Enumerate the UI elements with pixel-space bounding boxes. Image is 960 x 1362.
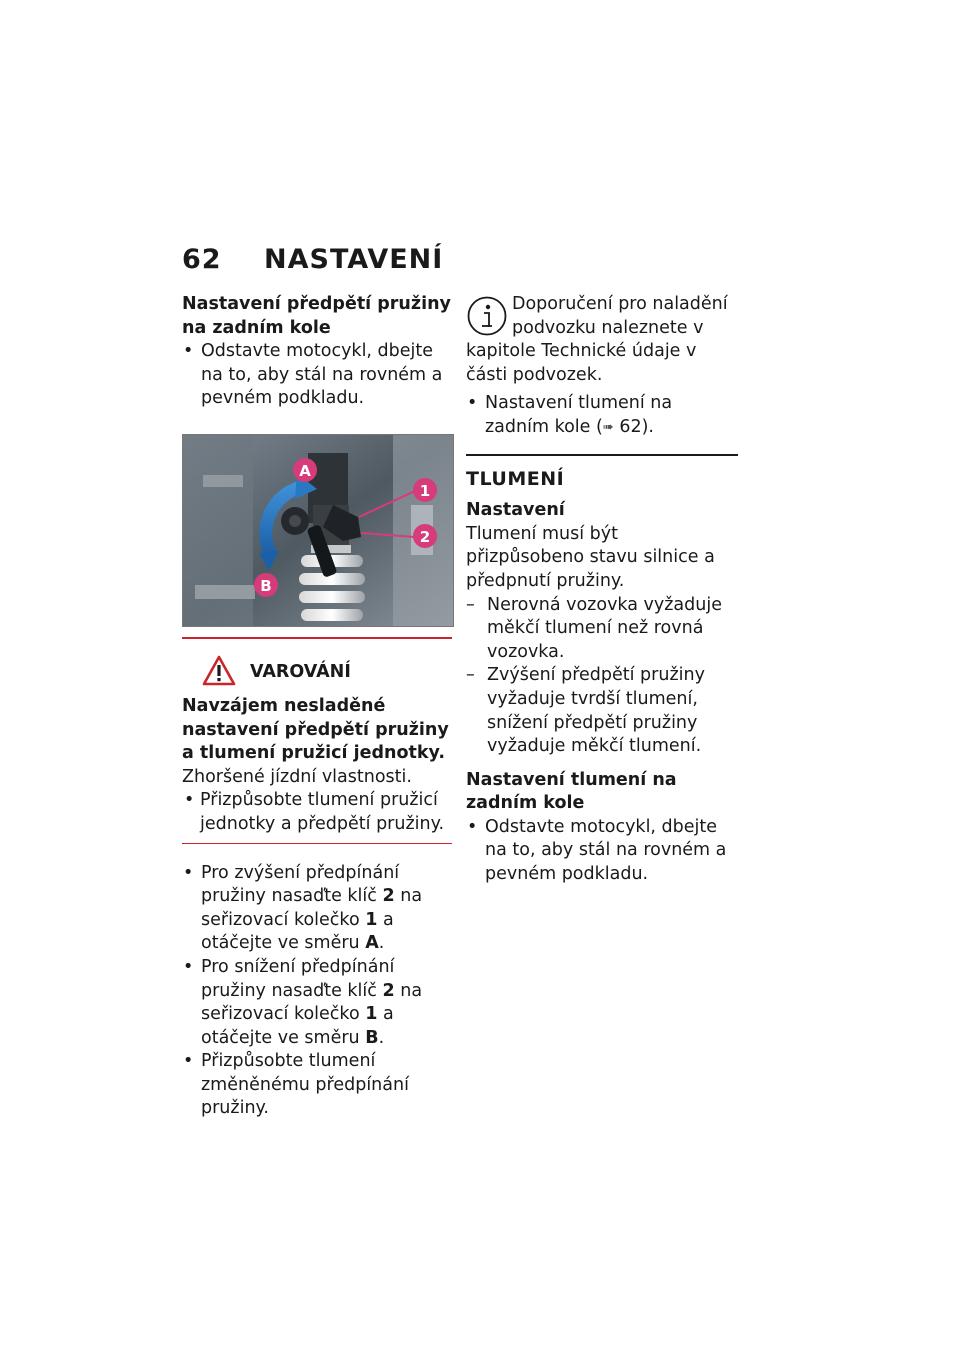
section-heading-preload: Nastavení předpětí pružiny na zadním kole (182, 294, 451, 338)
bullet-mark: • (183, 1051, 194, 1072)
step-text: Přizpůsobte tlumení změněnému předpínání pružiny. (201, 1051, 409, 1119)
section-heading-damping: Nastavení tlumení na zadním kole (466, 769, 677, 814)
warning-triangle-icon (202, 655, 236, 687)
step-park-motorcycle (466, 816, 738, 887)
step-text: na seřizovací kolečko (201, 980, 423, 1025)
damping-reference (466, 392, 738, 439)
info-icon (466, 295, 508, 337)
chapter-title: NASTAVENÍ (264, 244, 444, 275)
direction-ref: B (365, 1027, 379, 1048)
reference-page[interactable]: 62 (619, 416, 642, 437)
step-text: a otáčejte ve směru (201, 909, 394, 954)
figure-label-b: B (260, 576, 272, 595)
bullet-mark: • (467, 393, 478, 414)
page-number: 62 (182, 244, 222, 275)
dash-text: Zvýšení předpětí pružiny vyžaduje tvrdší tlumení, snížení předpětí pružiny vyžaduje měkčí tlumení. (487, 665, 705, 757)
step-decrease-preload: • Pro snížení předpínání pružiny nasaďte klíč 2 na seřizovací kolečko 1 a otáčejte ve směru B. (183, 956, 423, 1048)
dash-item (466, 664, 738, 758)
warning-body (182, 695, 452, 837)
dash-mark: – (466, 665, 475, 686)
damping-intro: Tlumení musí být přizpůsobeno stavu silnice a předpnutí pružiny. (466, 523, 715, 591)
warning-action (182, 789, 452, 836)
dash-item (466, 594, 738, 665)
warning-heading: Navzájem nesladěné nastavení předpětí pružiny a tlumení pružicí jednotky. (182, 695, 449, 764)
step-text: Pro snížení předpínání pružiny nasaďte klíč (201, 956, 395, 1001)
shock-absorber-illustration (183, 435, 453, 626)
shock-absorber-figure (182, 434, 454, 627)
step-park-motorcycle (182, 340, 452, 411)
reference-text: Nastavení tlumení na zadním kole ( (485, 393, 673, 437)
warning-end-rule (182, 843, 452, 844)
section-title-damping: TLUMENÍ (466, 467, 565, 490)
section-rule (466, 454, 738, 456)
info-line-1: Doporučení pro naladění (512, 294, 728, 314)
figure-label-1: 1 (419, 481, 431, 500)
step-text: Pro zvýšení předpínání pružiny nasaďte klíč (201, 862, 400, 907)
bullet-mark: • (183, 341, 194, 362)
warning-box (182, 637, 452, 852)
key-ref: 2 (382, 886, 395, 907)
reference-close: ). (641, 416, 654, 437)
step-increase-preload: • Pro zvýšení předpínání pružiny nasaďte klíč 2 na seřizovací kolečko 1 a otáčejte ve směru A. (183, 862, 423, 954)
bullet-mark: • (184, 790, 195, 811)
dash-mark: – (466, 594, 475, 615)
bullet-mark: • (183, 956, 194, 977)
left-column (182, 293, 452, 1121)
wheel-ref: 1 (365, 909, 378, 930)
info-line-2: podvozku naleznete v kapitole Technické údaje v části podvozek. (466, 317, 704, 385)
bullet-mark: • (467, 816, 478, 837)
warning-title: VAROVÁNÍ (250, 662, 351, 683)
info-note (466, 293, 738, 387)
page-ref-arrow-icon: ➠ (602, 419, 614, 435)
bullet-mark: • (183, 862, 194, 883)
dash-text: Nerovná vozovka vyžaduje měkčí tlumení než rovná vozovka. (487, 594, 722, 662)
figure-label-2: 2 (419, 527, 431, 546)
warning-action-text: Přizpůsobte tlumení pružicí jednotky a předpětí pružiny. (200, 790, 445, 834)
direction-ref: A (365, 933, 379, 954)
warning-header (202, 651, 452, 691)
sub-heading: Nastavení (466, 500, 565, 521)
warning-consequence: Zhoršené jízdní vlastnosti. (182, 766, 412, 787)
step-text: Odstavte motocykl, dbejte na to, aby stál na rovném a pevném podkladu. (201, 341, 443, 409)
step-adjust-damping (182, 1050, 452, 1121)
step-text: a otáčejte ve směru (201, 1004, 394, 1048)
step-text: na seřizovací kolečko (201, 886, 423, 930)
right-column (466, 293, 738, 887)
key-ref: 2 (382, 980, 395, 1001)
figure-label-a: A (299, 461, 311, 480)
wheel-ref: 1 (365, 1004, 378, 1025)
step-text: Odstavte motocykl, dbejte na to, aby stál na rovném a pevném podkladu. (485, 816, 727, 885)
